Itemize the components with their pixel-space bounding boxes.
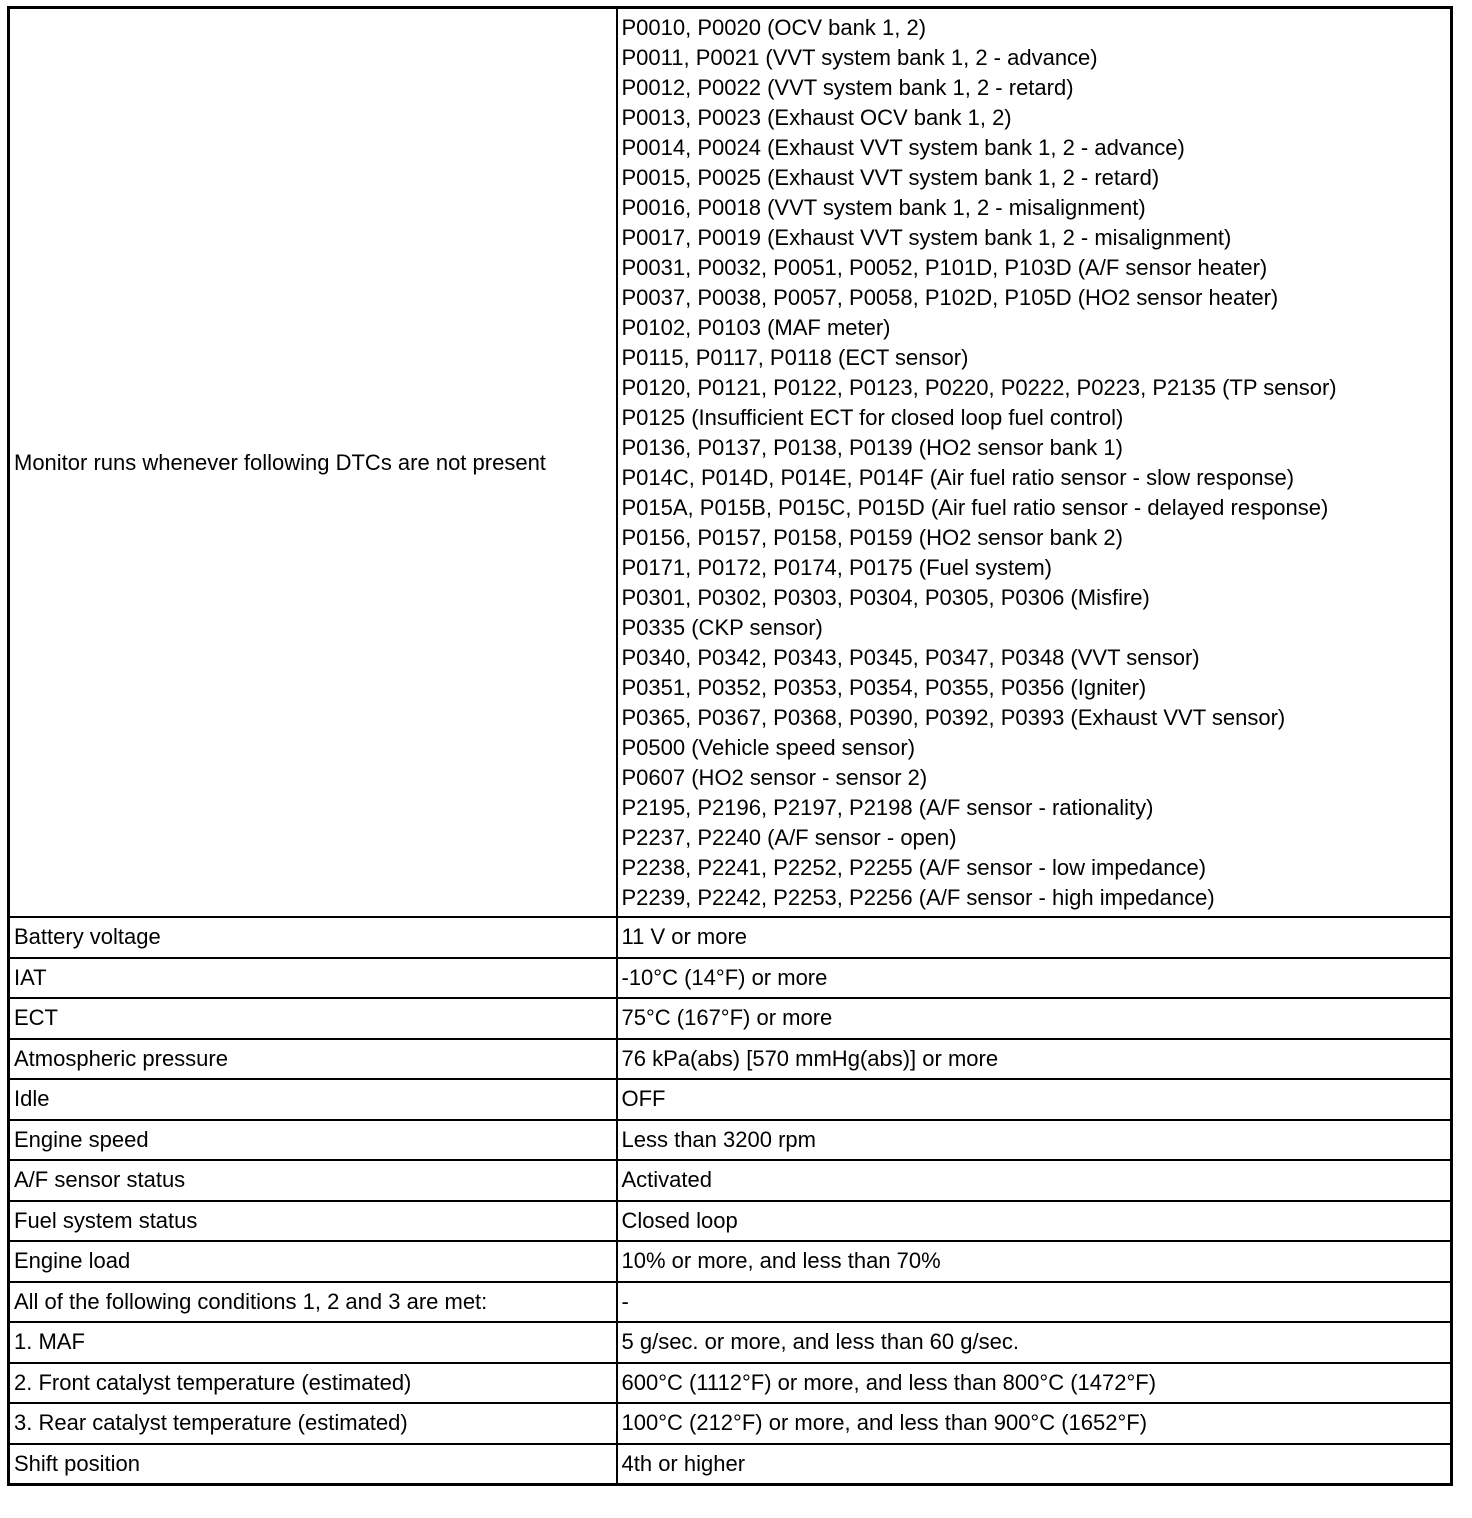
condition-row — [9, 958, 1452, 999]
dtc-item: P0014, P0024 (Exhaust VVT system bank 1, 2 - advance) — [621, 135, 1185, 160]
dtc-item: P014C, P014D, P014E, P014F (Air fuel ratio sensor - slow response) — [621, 465, 1295, 490]
dtc-item: P0037, P0038, P0057, P0058, P102D, P105D (HO2 sensor heater) — [621, 285, 1279, 310]
condition-value: Less than 3200 rpm — [617, 1120, 1452, 1161]
dtc-item: P0102, P0103 (MAF meter) — [621, 315, 891, 340]
condition-value: OFF — [617, 1079, 1452, 1120]
condition-row — [9, 1444, 1452, 1485]
dtc-item: P0017, P0019 (Exhaust VVT system bank 1, 2 - misalignment) — [621, 225, 1232, 250]
condition-label: ECT — [9, 998, 617, 1039]
condition-label: Atmospheric pressure — [9, 1039, 617, 1080]
dtc-item: P0013, P0023 (Exhaust OCV bank 1, 2) — [621, 105, 1012, 130]
condition-label: Engine load — [9, 1241, 617, 1282]
dtc-row-value — [617, 8, 1452, 918]
dtc-item: P0115, P0117, P0118 (ECT sensor) — [621, 345, 969, 370]
dtc-item: P0016, P0018 (VVT system bank 1, 2 - misalignment) — [621, 195, 1146, 220]
dtc-item: P0120, P0121, P0122, P0123, P0220, P0222, P0223, P2135 (TP sensor) — [621, 375, 1337, 400]
condition-value: Activated — [617, 1160, 1452, 1201]
condition-row — [9, 1120, 1452, 1161]
condition-label: 1. MAF — [9, 1322, 617, 1363]
condition-row — [9, 1201, 1452, 1242]
condition-label: A/F sensor status — [9, 1160, 617, 1201]
condition-row — [9, 1282, 1452, 1323]
dtc-item: P0031, P0032, P0051, P0052, P101D, P103D (A/F sensor heater) — [621, 255, 1268, 280]
dtc-item: P015A, P015B, P015C, P015D (Air fuel ratio sensor - delayed response) — [621, 495, 1329, 520]
condition-label: Battery voltage — [9, 917, 617, 958]
condition-row — [9, 917, 1452, 958]
condition-value: 75°C (167°F) or more — [617, 998, 1452, 1039]
condition-row — [9, 1403, 1452, 1444]
condition-value: 10% or more, and less than 70% — [617, 1241, 1452, 1282]
dtc-item: P0011, P0021 (VVT system bank 1, 2 - advance) — [621, 45, 1098, 70]
dtc-row — [9, 8, 1452, 918]
condition-label: Idle — [9, 1079, 617, 1120]
condition-row — [9, 1039, 1452, 1080]
condition-label: Fuel system status — [9, 1201, 617, 1242]
dtc-item: P0500 (Vehicle speed sensor) — [621, 735, 916, 760]
condition-value: 600°C (1112°F) or more, and less than 800°C (1472°F) — [617, 1363, 1452, 1404]
condition-label: Shift position — [9, 1444, 617, 1485]
condition-row — [9, 998, 1452, 1039]
condition-value: 4th or higher — [617, 1444, 1452, 1485]
condition-label: 2. Front catalyst temperature (estimated) — [9, 1363, 617, 1404]
condition-row — [9, 1079, 1452, 1120]
condition-value: - — [617, 1282, 1452, 1323]
condition-label: IAT — [9, 958, 617, 999]
dtc-item: P0351, P0352, P0353, P0354, P0355, P0356 (Igniter) — [621, 675, 1147, 700]
dtc-item: P2238, P2241, P2252, P2255 (A/F sensor - low impedance) — [621, 855, 1207, 880]
condition-row — [9, 1322, 1452, 1363]
condition-value: 76 kPa(abs) [570 mmHg(abs)] or more — [617, 1039, 1452, 1080]
condition-label: Engine speed — [9, 1120, 617, 1161]
dtc-item: P0136, P0137, P0138, P0139 (HO2 sensor bank 1) — [621, 435, 1123, 460]
dtc-item: P0340, P0342, P0343, P0345, P0347, P0348 (VVT sensor) — [621, 645, 1200, 670]
dtc-item: P0010, P0020 (OCV bank 1, 2) — [621, 15, 927, 40]
condition-row — [9, 1160, 1452, 1201]
dtc-item: P0301, P0302, P0303, P0304, P0305, P0306 (Misfire) — [621, 585, 1150, 610]
dtc-item: P0171, P0172, P0174, P0175 (Fuel system) — [621, 555, 1052, 580]
dtc-item: P0365, P0367, P0368, P0390, P0392, P0393 (Exhaust VVT sensor) — [621, 705, 1286, 730]
condition-value: 100°C (212°F) or more, and less than 900°C (1652°F) — [617, 1403, 1452, 1444]
condition-value: -10°C (14°F) or more — [617, 958, 1452, 999]
monitor-conditions-table — [7, 6, 1453, 1486]
dtc-item: P2239, P2242, P2253, P2256 (A/F sensor - high impedance) — [621, 885, 1215, 910]
dtc-item: P0015, P0025 (Exhaust VVT system bank 1, 2 - retard) — [621, 165, 1160, 190]
dtc-item: P0156, P0157, P0158, P0159 (HO2 sensor bank 2) — [621, 525, 1123, 550]
condition-value: 11 V or more — [617, 917, 1452, 958]
dtc-row-label: Monitor runs whenever following DTCs are not present — [9, 8, 617, 918]
dtc-item: P0012, P0022 (VVT system bank 1, 2 - retard) — [621, 75, 1074, 100]
dtc-item: P2237, P2240 (A/F sensor - open) — [621, 825, 957, 850]
condition-label: All of the following conditions 1, 2 and 3 are met: — [9, 1282, 617, 1323]
dtc-item: P0125 (Insufficient ECT for closed loop fuel control) — [621, 405, 1124, 430]
condition-row — [9, 1241, 1452, 1282]
dtc-item: P0335 (CKP sensor) — [621, 615, 823, 640]
dtc-item: P0607 (HO2 sensor - sensor 2) — [621, 765, 928, 790]
condition-value: 5 g/sec. or more, and less than 60 g/sec. — [617, 1322, 1452, 1363]
condition-label: 3. Rear catalyst temperature (estimated) — [9, 1403, 617, 1444]
condition-row — [9, 1363, 1452, 1404]
condition-value: Closed loop — [617, 1201, 1452, 1242]
dtc-list — [622, 9, 1447, 916]
dtc-item: P2195, P2196, P2197, P2198 (A/F sensor - rationality) — [621, 795, 1154, 820]
